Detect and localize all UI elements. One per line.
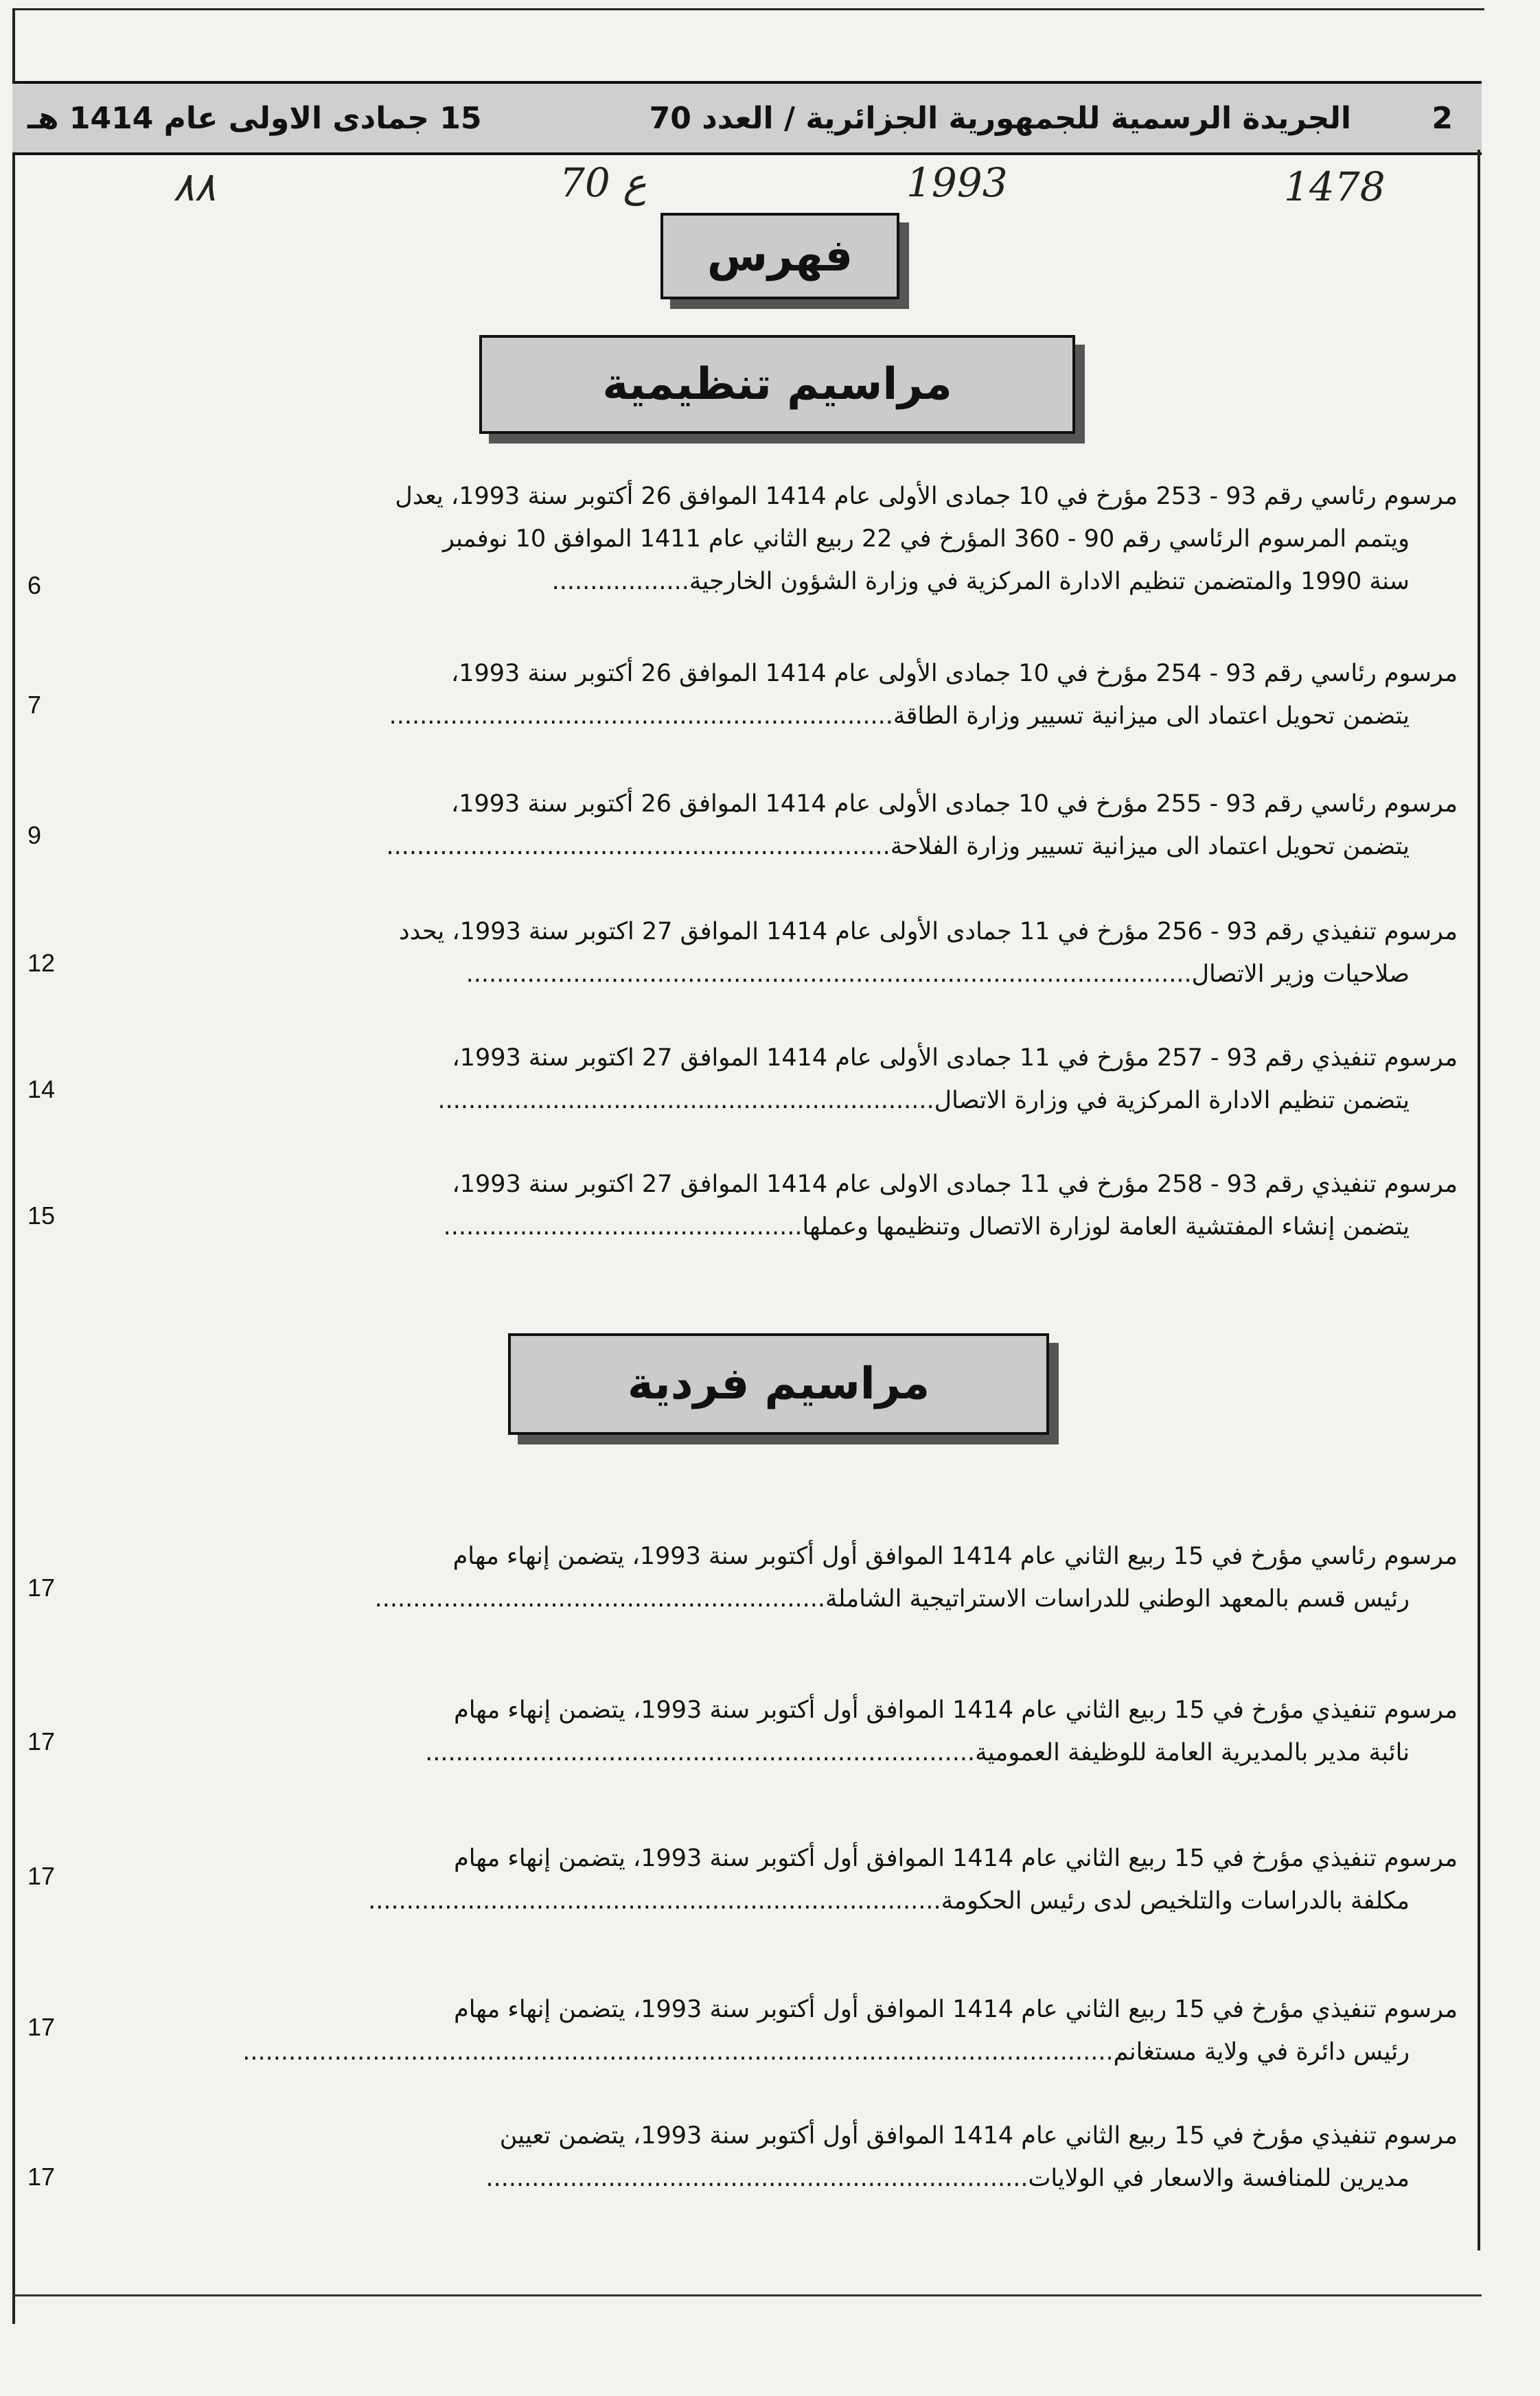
entry-line: مرسوم تنفيذي رقم 93 - 257 مؤرخ في 11 جمادى الأولى عام 1414 الموافق 27 اكتوبر سنة 1993،	[452, 1044, 1458, 1072]
entry-line: رئيس قسم بالمعهد الوطني للدراسات الاستراتيجية الشاملة	[825, 1585, 1410, 1613]
journal-title: الجريدة الرسمية للجمهورية الجزائرية / العدد 70	[649, 100, 1351, 136]
section-title-regulatory: مراسيم تنظيمية	[602, 359, 952, 410]
leader-dots: ..................................................................	[386, 833, 890, 860]
entry-line: مرسوم رئاسي رقم 93 - 253 مؤرخ في 10 جمادى الأولى عام 1414 الموافق 26 أكتوبر سنة 1993، يعدل	[395, 483, 1458, 510]
entry-line: صلاحيات وزير الاتصال	[1191, 960, 1410, 988]
leader-dots: ..................................................................................................................	[242, 2038, 1114, 2066]
entry-line: مرسوم رئاسي رقم 93 - 255 مؤرخ في 10 جمادى الأولى عام 1414 الموافق 26 أكتوبر سنة 1993،	[450, 790, 1458, 818]
bottom-rule	[12, 2294, 1482, 2296]
entry-line: يتضمن تنظيم الادارة المركزية في وزارة الاتصال	[934, 1087, 1410, 1114]
leader-dots: .......................................................................	[485, 2165, 1028, 2192]
content-right-rule	[1478, 150, 1480, 2250]
leader-dots: ..................	[551, 568, 689, 595]
entry-page-number: 17	[27, 1727, 56, 1755]
index-entry[interactable]	[133, 1163, 1458, 1248]
index-entry[interactable]	[133, 1535, 1458, 1620]
index-entry[interactable]	[133, 475, 1458, 603]
entry-page-number: 17	[27, 1574, 56, 1602]
index-entry[interactable]	[133, 652, 1458, 737]
index-entry[interactable]	[133, 1837, 1458, 1922]
entry-line: نائبة مدير بالمديرية العامة للوظيفة العمومية	[975, 1739, 1410, 1766]
entry-line: مديرين للمنافسة والاسعار في الولايات	[1028, 2165, 1410, 2192]
entry-line: مرسوم تنفيذي مؤرخ في 15 ربيع الثاني عام 1414 الموافق أول أكتوبر سنة 1993، يتضمن إنهاء مهام	[454, 1996, 1458, 2023]
section-title-box-regulatory	[479, 335, 1075, 434]
index-entry[interactable]	[133, 1689, 1458, 1774]
leader-dots: ...........................................................................	[368, 1887, 941, 1915]
entry-line: مرسوم تنفيذي مؤرخ في 15 ربيع الثاني عام 1414 الموافق أول أكتوبر سنة 1993، يتضمن إنهاء مهام	[454, 1845, 1458, 1872]
entry-page-number: 17	[27, 1862, 56, 1890]
entry-page-number: 17	[27, 2013, 56, 2041]
entry-page-number: 14	[27, 1075, 56, 1103]
entry-line: مرسوم تنفيذي مؤرخ في 15 ربيع الثاني عام 1414 الموافق أول أكتوبر سنة 1993، يتضمن تعيين	[499, 2122, 1458, 2150]
entry-line: يتضمن تحويل اعتماد الى ميزانية تسيير وزارة الفلاحة	[890, 833, 1410, 860]
page-number: 2	[1432, 100, 1453, 136]
entry-page-number: 17	[27, 2163, 56, 2191]
index-entry[interactable]	[133, 1988, 1458, 2073]
entry-line: سنة 1990 والمتضمن تنظيم الادارة المركزية في وزارة الشؤون الخارجية	[689, 568, 1410, 595]
entry-page-number: 15	[27, 1201, 56, 1230]
handwritten-year-note: 1993	[906, 159, 1008, 206]
entry-line: مرسوم رئاسي رقم 93 - 254 مؤرخ في 10 جمادى الأولى عام 1414 الموافق 26 أكتوبر سنة 1993،	[450, 660, 1458, 687]
leader-dots: ...........................................................	[374, 1585, 826, 1613]
entry-page-number: 6	[27, 571, 42, 599]
leader-dots: .................................................................	[437, 1087, 934, 1114]
entry-line: رئيس دائرة في ولاية مستغانم	[1113, 2038, 1410, 2066]
handwritten-left-note: ٨٨	[173, 163, 216, 210]
entry-page-number: 7	[27, 691, 42, 719]
leader-dots: ...............................................................................................	[466, 960, 1192, 988]
entry-line: يتضمن تحويل اعتماد الى ميزانية تسيير وزارة الطاقة	[893, 702, 1410, 730]
entry-line: مرسوم تنفيذي رقم 93 - 258 مؤرخ في 11 جمادى الاولى عام 1414 الموافق 27 اكتوبر سنة 1993،	[452, 1171, 1458, 1198]
leader-dots: ..................................................................	[389, 702, 893, 730]
entry-line: مرسوم رئاسي مؤرخ في 15 ربيع الثاني عام 1414 الموافق أول أكتوبر سنة 1993، يتضمن إنهاء مهام	[452, 1543, 1458, 1570]
hijri-date: 15 جمادى الاولى عام 1414 هـ	[27, 100, 482, 136]
index-title-box	[660, 213, 899, 299]
journal-header	[12, 81, 1482, 155]
index-entry[interactable]	[133, 783, 1458, 868]
section-title-individual: مراسيم فردية	[627, 1359, 930, 1409]
entry-line: مكلفة بالدراسات والتلخيص لدى رئيس الحكومة	[941, 1887, 1410, 1915]
entry-page-number: 9	[27, 821, 42, 849]
handwritten-register-number: 1478	[1284, 163, 1386, 210]
entry-page-number: 12	[27, 949, 56, 977]
section-title-box-individual	[508, 1333, 1049, 1435]
entry-line: ويتمم المرسوم الرئاسي رقم 90 - 360 المؤرخ في 22 ربيع الثاني عام 1411 الموافق 10 نوفمبر	[442, 525, 1410, 553]
entry-line: يتضمن إنشاء المفتشية العامة لوزارة الاتصال وتنظيمها وعملها	[802, 1213, 1410, 1241]
index-entry[interactable]	[133, 1037, 1458, 1122]
handwritten-issue-note: 70 ع	[560, 159, 647, 206]
index-entry[interactable]	[133, 910, 1458, 995]
leader-dots: ...............................................	[443, 1213, 803, 1241]
entry-line: مرسوم تنفيذي رقم 93 - 256 مؤرخ في 11 جمادى الأولى عام 1414 الموافق 27 اكتوبر سنة 1993، يحدد	[398, 918, 1458, 945]
index-title: فهرس	[706, 231, 853, 281]
leader-dots: ........................................................................	[425, 1739, 976, 1766]
index-entry[interactable]	[133, 2115, 1458, 2200]
entry-line: مرسوم تنفيذي مؤرخ في 15 ربيع الثاني عام 1414 الموافق أول أكتوبر سنة 1993، يتضمن إنهاء مهام	[454, 1696, 1458, 1724]
